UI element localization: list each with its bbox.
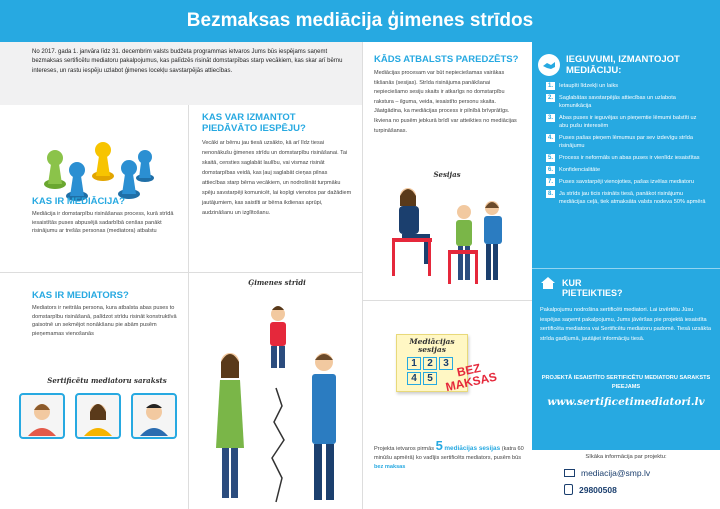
crack-icon	[272, 388, 284, 502]
benefit-number: 6.	[547, 167, 553, 173]
email-row	[564, 468, 650, 478]
mediator-portraits	[18, 392, 178, 452]
email-link[interactable]: mediacija@smp.lv	[581, 468, 651, 478]
who-can-heading: KAS VAR IZMANTOT PIEDĀVĀTO IESPĒJU?	[202, 112, 306, 134]
child-figure	[270, 306, 286, 368]
sessions-label: Sesijas	[433, 170, 461, 179]
benefit-text: Saglabātas savstarpējās attiecības un uzlabota komunikācija	[559, 95, 676, 109]
portrait-frame-2	[76, 394, 120, 438]
benefit-text: Ja strīds jau ticis risināts tiesā, panākot risinājumu mediācijas ceļā, tiek atmaksāta valsts nodeva 50% apmērā	[559, 191, 706, 205]
benefit-item	[546, 154, 706, 162]
sessions-count: 5	[435, 438, 443, 453]
portrait-frame-1	[20, 394, 64, 438]
pawn-yellow-icon	[92, 142, 114, 181]
sessions-footer-a: Projekta ietvaros pirmās	[374, 446, 434, 452]
contact-box	[532, 450, 720, 509]
handshake-icon	[538, 54, 560, 76]
session-number: 3	[439, 357, 453, 370]
benefit-text: Puses pašas pieņem lēmumus par sev izdevīgu strīda risinājumu	[559, 135, 694, 149]
divider	[532, 268, 720, 269]
what-is-section	[32, 196, 182, 236]
phone-number[interactable]: 29800508	[579, 484, 617, 495]
who-is-section	[32, 290, 182, 338]
sessions-footer-c: (katra 60 minūšu apmērā) ko vadījis sertificēts mediators, pusēm būs	[374, 446, 524, 461]
pawn-green-icon	[44, 150, 66, 189]
column-who-can	[188, 42, 362, 509]
column-benefits	[532, 42, 720, 509]
man-seated-figure	[456, 205, 472, 280]
session-number: 2	[423, 357, 437, 370]
who-is-text: Mediators ir neitrāla persona, kura atbalsta abas puses to domstarpību risināšanā, palīdzot strīdu risināt konstruktīvā gaisotnē un sekmējot nonākšanu pie abām pusēm pieņemamas vienošanās	[32, 305, 177, 337]
portrait-frame-3	[132, 394, 176, 438]
benefit-item	[546, 82, 706, 90]
intro-text: No 2017. gada 1. janvāra līdz 31. decembrim valsts budžeta programmas ietvaros Jums būs iespējams saņemt bezmaksas sertificētu mediatoru pakalpojumus, kas palīdzēs risināt domstarpības starp vecākiem, kas skar arī bērnu intereses, un rastu iespēju uzlabot ģimenes locekļu savstarpējās attiecības.	[32, 49, 343, 74]
mediation-session-illustration	[372, 182, 522, 292]
who-can-section	[202, 112, 352, 218]
column-separator	[362, 42, 363, 509]
apply-text: Pakalpojumu nodrošina sertificēti mediatori. Lai izvērtētu Jūsu iespējas saņemt pakalpojumu, Jums jāvēršas pie projektā iesaistīta sertificēta mediatora vai Sertificētu mediatoru padomē. Tiesā uzsākta strīda gadījumā, jautājiet informāciju tiesā.	[540, 307, 712, 342]
family-dispute-label: Ģimenes strīdi	[248, 278, 306, 287]
benefit-text: Konfidencialitāte	[559, 167, 601, 173]
sessions-footer-d: bez maksas	[374, 464, 406, 470]
column-mediation	[0, 42, 188, 509]
phone-icon	[564, 484, 573, 495]
mediator-seated-figure	[484, 201, 502, 280]
home-icon-glyph	[540, 276, 556, 290]
benefit-item	[546, 190, 706, 206]
mother-figure	[216, 353, 244, 498]
divider	[188, 272, 362, 273]
benefit-item	[546, 114, 706, 130]
session-number: 1	[407, 357, 421, 370]
benefit-number: 1.	[547, 83, 553, 89]
session-number: 5	[423, 372, 437, 385]
what-is-heading: KAS IR MEDIĀCIJA?	[32, 196, 125, 207]
divider	[0, 272, 188, 273]
home-icon	[540, 276, 556, 290]
envelope-icon	[564, 469, 575, 477]
sessions-card-title: Mediācijas sesijas	[409, 337, 455, 354]
family-dispute-illustration	[198, 288, 358, 509]
benefit-number: 2.	[547, 95, 553, 101]
support-section	[374, 54, 524, 136]
benefit-item	[546, 178, 706, 186]
phone-row	[564, 484, 617, 495]
session-number: 4	[407, 372, 421, 385]
more-info-label: Sīkāka informācija par projektu:	[585, 454, 667, 460]
pawns-illustration	[35, 120, 155, 204]
pawn-blue-icon-3	[136, 150, 154, 182]
handshake-icon-glyph	[538, 54, 560, 76]
divider	[362, 300, 532, 301]
benefit-item	[546, 134, 706, 150]
father-figure	[312, 353, 336, 500]
benefit-item	[546, 166, 706, 174]
benefit-text: Abas puses ir ieguvējas un pieņemtie lēmumi balstīti uz abu pušu interesēm	[559, 115, 697, 129]
benefits-list	[546, 82, 706, 210]
sessions-footer	[374, 438, 524, 472]
benefits-heading: IEGUVUMI, IZMANTOJOT MEDIĀCIJU:	[566, 54, 680, 76]
page-title: Bezmaksas mediācija ģimenes strīdos	[0, 0, 720, 42]
who-is-heading: KAS IR MEDIATORS?	[32, 290, 129, 301]
apply-heading: KUR PIETEIKTIES?	[562, 278, 623, 298]
benefit-number: 8.	[547, 191, 553, 197]
who-can-text: Vecāki ar bērnu jau tiesā uzsākto, kā arī līdz tiesai nenonākušu ģimenes strīdu un domstarpību risināšanai. Tai skaitā, censties saglabāt laulību, vai vismaz risināt domstarpības veidā, kas ļauj saglabāt cieņas pilnas attiecības starp bērna vecākiem, un nodrošināt turpmāku spēju savstarpēji komunicēt, lai kopīgi vienotos par dažādiem jautājumiem, kas saistīti ar bērna ikdienas aprūpi, audzināšanu un izglītošanu.	[202, 140, 352, 216]
free-stamp: BEZ MAKSAS	[444, 360, 499, 395]
benefit-number: 7.	[547, 179, 553, 185]
benefit-text: Puses savstarpēji vienojoties, pašas izvēlas mediatoru	[559, 179, 694, 185]
website-link[interactable]: www.sertificetimediatori.lv	[547, 396, 705, 408]
sessions-grid-row-2	[407, 372, 437, 385]
support-heading: KĀDS ATBALSTS PAREDZĒTS?	[374, 54, 519, 65]
column-separator	[188, 105, 189, 509]
mediator-list-title: Sertificētu mediatoru saraksts	[47, 376, 167, 385]
benefit-number: 3.	[547, 115, 553, 121]
what-is-text: Mediācija ir domstarpību risināšanas process, kurā strīdā iesaistītās puses abpusējā sadarbībā cenšas panākt risinājumu ar trešās personas (mediatora) atbalstu	[32, 211, 174, 234]
benefit-text: Ietaupīti līdzekļi un laiks	[559, 83, 619, 89]
column-support	[362, 42, 532, 509]
benefit-text: Process ir neformāls un abas puses ir vienlīdz iesaistītas	[559, 155, 700, 161]
woman-seated-figure	[399, 188, 430, 264]
benefit-number: 5.	[547, 155, 553, 161]
benefit-item	[546, 94, 706, 110]
benefit-number: 4.	[547, 135, 553, 141]
support-text: Mediācijas procesam var būt nepieciešamas vairākas tikšanās (sesijas). Strīda risinājuma panākšanai nepieciešamo sesiju skaits ir atkarīgs no domstarpību rakstura – ilguma, veida, iesaistīto personu skaita. Jāatgādina, ka mediācijas process ir pilnībā brīvprātīgs. Ikviena no pusēm jebkurā brīdī var atteikties no mediācijas turpināšanas.	[374, 70, 517, 134]
sessions-footer-b: mediācijas sesijas	[444, 445, 501, 452]
apply-list-note: PROJEKTĀ IESAISTĪTO SERTIFICĒTU MEDIATORU SARAKSTS PIEEJAMS	[541, 375, 711, 390]
